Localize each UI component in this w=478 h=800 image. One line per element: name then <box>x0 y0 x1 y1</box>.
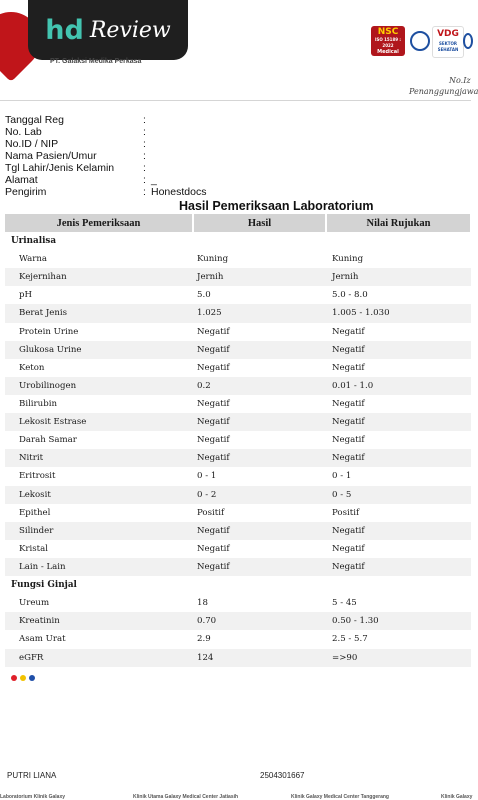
table-row <box>5 630 471 648</box>
result-cell: 0 - 1 <box>197 471 217 482</box>
result-cell: 0 - 2 <box>193 486 326 504</box>
reference-cell: Negatif <box>332 326 365 337</box>
table-row <box>5 540 471 558</box>
reference-cell: Negatif <box>332 362 365 373</box>
clinic-address-2: Klinik Utama Galaxy Medical Center Jatiasih <box>133 794 239 800</box>
kan-accreditation-icon <box>409 26 431 56</box>
table-row <box>5 359 471 377</box>
reference-cell: 5 - 45 <box>332 598 357 609</box>
company-name: PT. Galaksi Medika Perkasa <box>50 58 142 65</box>
reference-cell: 2.5 - 5.7 <box>332 634 368 645</box>
vdg-subtitle: SEKTOR SEHATAN <box>437 41 459 52</box>
header-test-name: Jenis Pemeriksaan <box>5 214 193 232</box>
result-cell: Kuning <box>197 254 229 265</box>
reference-cell: Negatif <box>332 435 365 446</box>
table-row <box>5 649 471 667</box>
patient-field-separator: : <box>143 162 146 174</box>
test-name-cell: Ureum <box>19 598 50 609</box>
patient-field-separator: : <box>143 138 146 150</box>
test-name-cell: Lekosit Estrase <box>5 413 193 431</box>
signer-id: 2504301667 <box>260 771 305 780</box>
nsc-certificate-badge <box>371 26 405 62</box>
patient-field-value: Honestdocs <box>151 186 207 198</box>
test-name-cell: Protein Urine <box>19 326 79 337</box>
section-row <box>5 232 471 250</box>
table-row <box>5 594 471 612</box>
result-cell: 124 <box>193 649 326 667</box>
reference-cell: 0 - 1 <box>332 471 352 482</box>
table-row <box>5 268 471 286</box>
result-cell: 5.0 <box>197 290 211 301</box>
test-name-cell: Bilirubin <box>19 399 57 410</box>
result-cell: Positif <box>197 507 225 518</box>
result-cell: 0.2 <box>193 377 326 395</box>
test-name-cell: Lain - Lain <box>5 558 193 576</box>
vdg-title: VDG <box>437 29 459 39</box>
section-title: Fungsi Ginjal <box>5 576 471 594</box>
result-cell: Negatif <box>197 399 230 410</box>
nsc-caption: Medical Laboratory <box>372 49 404 62</box>
permit-number-label: No.Iz <box>449 76 471 85</box>
test-name-cell: Silinder <box>5 522 193 540</box>
patient-field-label: No. Lab <box>5 126 42 138</box>
test-name-cell: Nitrit <box>5 449 193 467</box>
table-row <box>5 504 471 522</box>
test-name-cell: Warna <box>19 254 47 265</box>
test-name-cell: Kristal <box>19 543 49 554</box>
patient-field-label: No.ID / NIP <box>5 138 59 150</box>
clinic-address-4: Klinik Galaxy <box>441 794 473 800</box>
responsible-label: Penanggungjawa <box>409 87 478 96</box>
test-name-cell: Glukosa Urine <box>5 341 193 359</box>
test-name-cell: Berat Jenis <box>5 304 193 322</box>
patient-field-separator: : <box>143 114 146 126</box>
result-cell: Jernih <box>193 268 326 286</box>
reference-cell: Negatif <box>326 449 471 467</box>
table-row <box>5 486 471 504</box>
partial-seal-icon <box>463 26 473 56</box>
test-name-cell: Kreatinin <box>5 612 193 630</box>
results-table <box>5 214 472 667</box>
vdg-certificate-badge <box>432 26 464 58</box>
table-header-row <box>5 214 471 232</box>
test-name-cell: Urobilinogen <box>5 377 193 395</box>
reference-cell: Negatif <box>332 543 365 554</box>
reference-cell: Jernih <box>326 268 471 286</box>
table-row <box>5 323 471 341</box>
table-row <box>5 377 471 395</box>
test-name-cell: Asam Urat <box>19 634 66 645</box>
red-dot <box>11 675 17 681</box>
result-cell: Negatif <box>197 543 230 554</box>
result-cell: 2.9 <box>197 634 211 645</box>
table-row <box>5 286 471 304</box>
result-cell: 1.025 <box>193 304 326 322</box>
header-result: Hasil <box>193 214 326 232</box>
patient-field-separator: : <box>143 186 146 198</box>
table-row <box>5 558 471 576</box>
table-row <box>5 431 471 449</box>
reference-cell: Negatif <box>332 399 365 410</box>
test-name-cell: Keton <box>19 362 45 373</box>
report-title: Hasil Pemeriksaan Laboratorium <box>179 199 374 213</box>
test-name-cell: Eritrosit <box>19 471 56 482</box>
watermark-hd: hd <box>45 14 84 46</box>
table-row <box>5 395 471 413</box>
header-divider <box>0 100 471 101</box>
table-row <box>5 522 471 540</box>
nsc-standard: ISO 15189 : 2022 <box>374 37 402 48</box>
reference-cell: 0.50 - 1.30 <box>326 612 471 630</box>
reference-cell: Negatif <box>326 558 471 576</box>
section-row <box>5 576 471 594</box>
reference-cell: 5.0 - 8.0 <box>332 290 368 301</box>
result-cell: Negatif <box>197 435 230 446</box>
reference-cell: =>90 <box>326 649 471 667</box>
patient-field-label: Pengirim <box>5 186 47 198</box>
patient-field-separator: : <box>143 174 146 186</box>
result-cell: Negatif <box>197 326 230 337</box>
table-row <box>5 413 471 431</box>
patient-field-label: Tgl Lahir/Jenis Kelamin <box>5 162 115 174</box>
blue-dot <box>29 675 35 681</box>
result-cell: Negatif <box>193 449 326 467</box>
test-name-cell: Darah Samar <box>19 435 77 446</box>
patient-field-label: Nama Pasien/Umur <box>5 150 97 162</box>
table-row <box>5 341 471 359</box>
result-cell: Negatif <box>193 558 326 576</box>
patient-field-separator: : <box>143 150 146 162</box>
result-cell: Negatif <box>197 362 230 373</box>
table-row <box>5 449 471 467</box>
test-name-cell: pH <box>19 290 32 301</box>
table-row <box>5 304 471 322</box>
reference-cell: Negatif <box>326 522 471 540</box>
nsc-title: NSC <box>377 27 399 37</box>
result-cell: Negatif <box>193 413 326 431</box>
reference-cell: Negatif <box>326 341 471 359</box>
reference-cell: 0.01 - 1.0 <box>326 377 471 395</box>
patient-field-value: _ <box>151 174 157 186</box>
patient-field-label: Alamat <box>5 174 38 186</box>
clinic-address-3: Klinik Galaxy Medical Center Tanggerang <box>291 794 389 800</box>
reference-cell: 0 - 5 <box>326 486 471 504</box>
color-dots <box>11 675 35 681</box>
result-cell: 0.70 <box>193 612 326 630</box>
reference-cell: Kuning <box>332 254 364 265</box>
patient-field-separator: : <box>143 126 146 138</box>
reference-cell: Negatif <box>326 413 471 431</box>
clinic-address-1: Laboratorium Klinik Galaxy <box>0 794 66 800</box>
result-cell: Negatif <box>193 522 326 540</box>
result-cell: 18 <box>197 598 208 609</box>
hd-review-watermark <box>28 0 188 60</box>
test-name-cell: Lekosit <box>5 486 193 504</box>
patient-field-label: Tanggal Reg <box>5 114 64 126</box>
test-name-cell: eGFR <box>5 649 193 667</box>
test-name-cell: Kejernihan <box>5 268 193 286</box>
test-name-cell: Epithel <box>19 507 51 518</box>
table-row <box>5 612 471 630</box>
watermark-review: Review <box>89 17 171 43</box>
reference-cell: Positif <box>332 507 360 518</box>
signer-name: PUTRI LIANA <box>7 771 57 780</box>
yellow-dot <box>20 675 26 681</box>
header-reference: Nilai Rujukan <box>326 214 471 232</box>
table-row <box>5 250 471 268</box>
table-row <box>5 467 471 485</box>
section-title: Urinalisa <box>5 232 471 250</box>
result-cell: Negatif <box>193 341 326 359</box>
reference-cell: 1.005 - 1.030 <box>326 304 471 322</box>
